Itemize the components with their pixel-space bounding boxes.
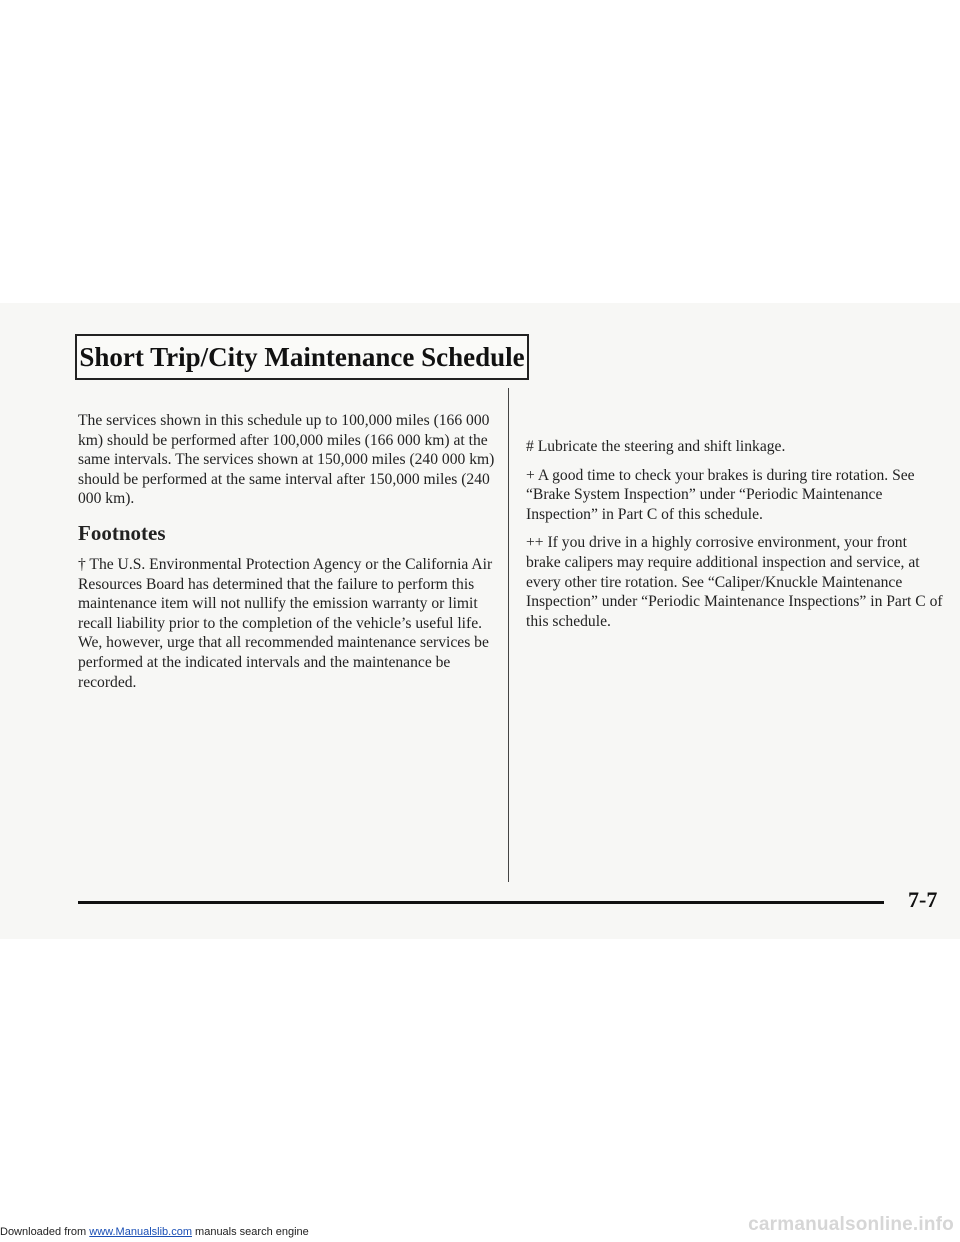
banner-suffix: manuals search engine (191, 1226, 309, 1238)
intro-paragraph: The services shown in this schedule up to 100,000 miles (166 000 km) should be performed after 100,000 miles (166 000 km) at the same intervals. The services shown at 150,000 miles (240 000 km) should be performed at the same interval after 150,000 miles (240 000 km). (78, 412, 495, 508)
manualslib-link[interactable]: www.Manualslib.com (89, 1226, 192, 1238)
page-number: 7-7 (908, 887, 938, 912)
download-banner (0, 1226, 309, 1238)
banner-prefix: Downloaded from (0, 1226, 90, 1238)
footnote-double-plus: ++ If you drive in a highly corrosive environment, your front brake calipers may require additional inspection and service, at every other tire rotation. See “Caliper/Knuckle Maintenance Inspection” under “Periodic Maintenance Inspections” in Part C of this schedule. (526, 534, 943, 630)
bottom-rule (78, 901, 884, 904)
section-title-box (75, 334, 529, 380)
left-column (78, 411, 496, 701)
page-title: Short Trip/City Maintenance Schedule (79, 341, 525, 372)
footnote-dagger: † The U.S. Environmental Protection Agency or the California Air Resources Board has determined that the failure to perform this maintenance item will not nullify the emission warranty or limit recall liability prior to the completion of the vehicle’s useful life. We, however, urge that all recommended maintenance services be performed at the indicated intervals and the maintenance be recorded. (78, 555, 493, 691)
column-divider (508, 388, 509, 882)
footnotes-heading: Footnotes (78, 520, 166, 545)
footer-watermark: carmanualsonline.info (748, 1214, 954, 1235)
right-column (526, 437, 944, 640)
footnote-hash: # Lubricate the steering and shift linkage. (526, 438, 786, 455)
footnote-plus: + A good time to check your brakes is during tire rotation. See “Brake System Inspection” under “Periodic Maintenance Inspection” in Part C of this schedule. (526, 466, 915, 523)
